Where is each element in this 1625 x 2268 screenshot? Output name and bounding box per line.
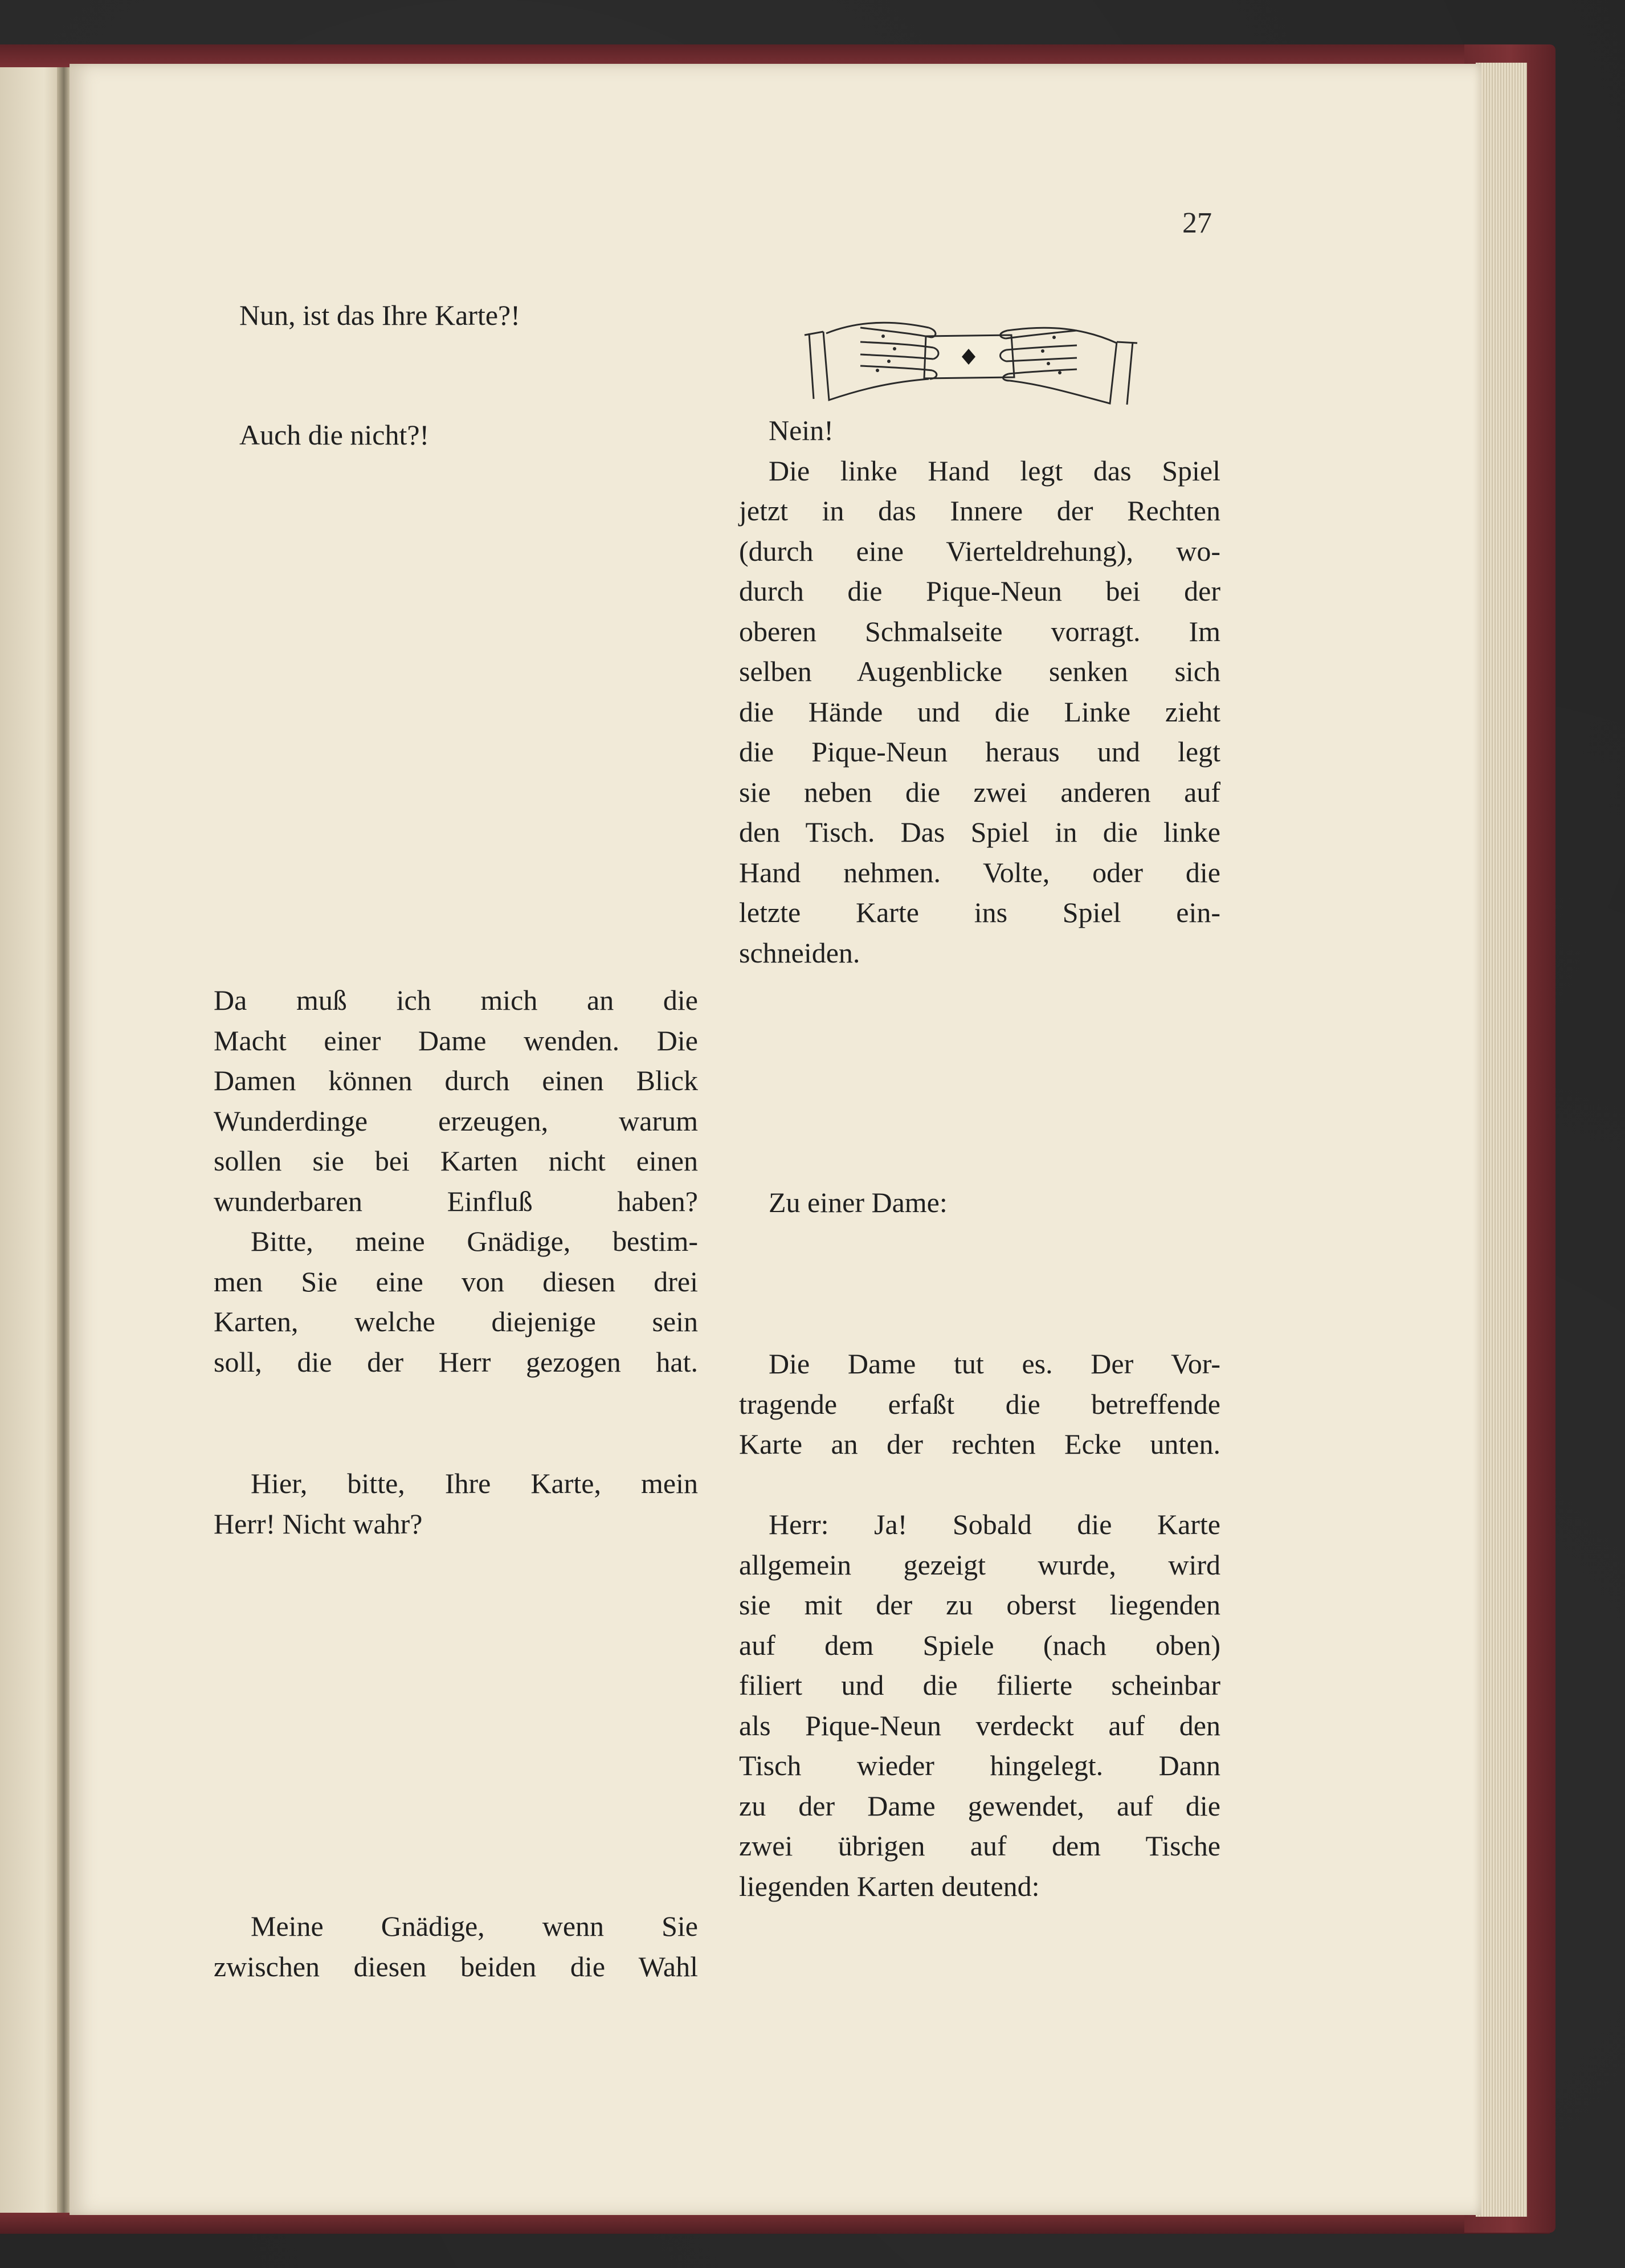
text-line: (durch eine Vierteldrehung), wo- bbox=[739, 535, 1220, 567]
text-line: letzte Karte ins Spiel ein- bbox=[739, 896, 1220, 928]
text-line: Tisch wieder hingelegt. Dann bbox=[739, 1749, 1220, 1781]
page-number: 27 bbox=[1182, 207, 1212, 239]
text-line: Auch die nicht?! bbox=[239, 419, 430, 451]
text-line: Wunderdinge erzeugen, warum bbox=[214, 1104, 698, 1137]
text-line: selben Augenblicke senken sich bbox=[739, 655, 1220, 687]
text-line: Herr: Ja! Sobald die Karte bbox=[769, 1508, 1220, 1540]
left-block-1 bbox=[239, 295, 684, 336]
text-line: jetzt in das Innere der Rechten bbox=[739, 495, 1220, 527]
text-line: Bitte, meine Gnädige, bestim- bbox=[251, 1225, 698, 1257]
text-line: Nun, ist das Ihre Karte?! bbox=[239, 299, 520, 331]
text-line: Karte an der rechten Ecke unten. bbox=[739, 1428, 1220, 1460]
text-line: Die Dame tut es. Der Vor- bbox=[769, 1348, 1220, 1380]
left-block-4 bbox=[214, 1221, 698, 1382]
text-line: zu der Dame gewendet, auf die bbox=[739, 1789, 1220, 1822]
text-line: Meine Gnädige, wenn Sie bbox=[251, 1910, 698, 1942]
text-line: Karten, welche diejenige sein bbox=[214, 1306, 698, 1337]
page-edges bbox=[1476, 63, 1527, 2217]
text-line: zwischen diesen beiden die Wahl bbox=[214, 1950, 698, 1983]
right-block-4 bbox=[739, 1504, 1220, 1906]
text-line: filiert und die filierte scheinbar bbox=[739, 1669, 1220, 1701]
hands-holding-card-icon bbox=[798, 302, 1140, 410]
text-line: oberen Schmalseite vorragt. Im bbox=[739, 615, 1220, 647]
text-line: Nein! bbox=[769, 414, 834, 446]
text-line: Die linke Hand legt das Spiel bbox=[769, 454, 1220, 487]
text-line: soll, die der Herr gezogen hat. bbox=[214, 1345, 698, 1378]
text-line: Macht einer Dame wenden. Die bbox=[214, 1024, 698, 1057]
text-line: schneiden. bbox=[739, 936, 860, 969]
text-line: sollen sie bei Karten nicht einen bbox=[214, 1145, 698, 1177]
text-line: tragende erfaßt die betreffende bbox=[739, 1388, 1220, 1420]
text-line: Hand nehmen. Volte, oder die bbox=[739, 856, 1220, 888]
text-line: allgemein gezeigt wurde, wird bbox=[739, 1548, 1220, 1581]
right-block-3 bbox=[739, 1344, 1220, 1465]
left-page-sliver bbox=[0, 67, 63, 2213]
text-line: men Sie eine von diesen drei bbox=[214, 1265, 698, 1298]
left-block-3 bbox=[214, 980, 698, 1221]
text-line: den Tisch. Das Spiel in die linke bbox=[739, 816, 1220, 848]
text-line: Da muß ich mich an die bbox=[214, 984, 698, 1016]
left-block-6 bbox=[214, 1906, 698, 1986]
text-line: die Hände und die Linke zieht bbox=[739, 695, 1220, 728]
text-line: sie mit der zu oberst liegenden bbox=[739, 1589, 1220, 1621]
left-block-2 bbox=[239, 415, 684, 455]
text-line: Hier, bitte, Ihre Karte, mein bbox=[251, 1467, 698, 1499]
text-line: liegenden Karten deutend: bbox=[739, 1870, 1040, 1902]
right-block-2 bbox=[739, 1182, 1220, 1223]
text-line: durch die Pique-Neun bei der bbox=[739, 575, 1220, 607]
text-line: Damen können durch einen Blick bbox=[214, 1064, 698, 1096]
text-line: die Pique-Neun heraus und legt bbox=[739, 736, 1220, 768]
text-line: sie neben die zwei anderen auf bbox=[739, 776, 1220, 808]
text-line: wunderbaren Einfluß haben? bbox=[214, 1185, 698, 1217]
book-gutter bbox=[57, 67, 71, 2213]
text-line: zwei übrigen auf dem Tische bbox=[739, 1830, 1220, 1862]
text-line: auf dem Spiele (nach oben) bbox=[739, 1629, 1220, 1661]
text-line: Herr! Nicht wahr? bbox=[214, 1507, 423, 1540]
left-block-5 bbox=[214, 1463, 698, 1544]
right-block-1 bbox=[739, 410, 1220, 973]
text-line: Zu einer Dame: bbox=[769, 1186, 948, 1218]
text-line: als Pique-Neun verdeckt auf den bbox=[739, 1709, 1220, 1741]
